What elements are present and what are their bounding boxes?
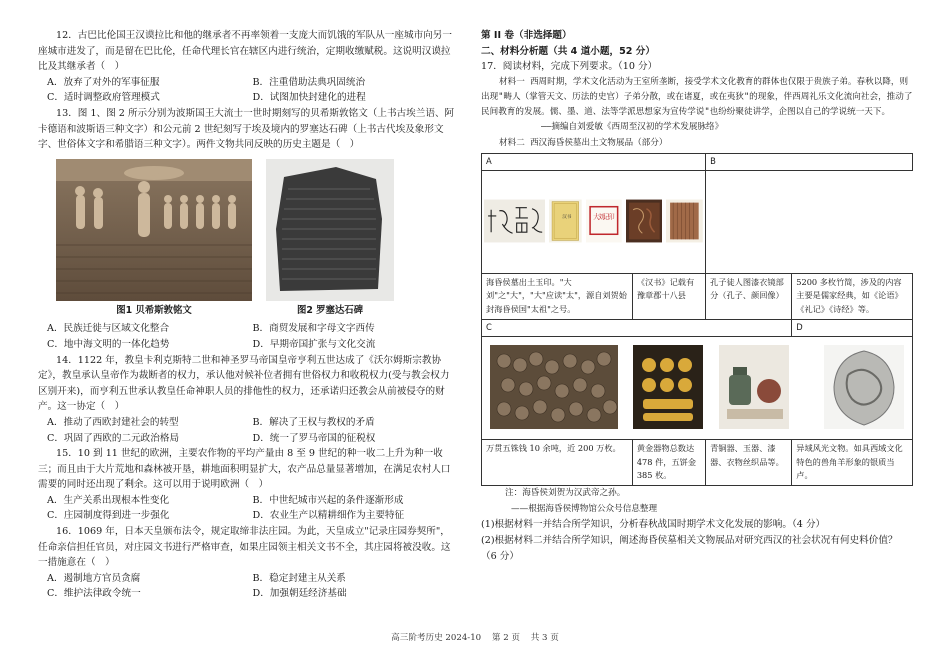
footer-page-number: 第 2 页 [491, 633, 520, 643]
table-note-source: ——根据海昏侯博物馆公众号信息整理 [511, 503, 658, 514]
option-b: B．稳定封建主从关系 [252, 572, 346, 584]
question-15 [38, 446, 458, 524]
question-12 [38, 28, 458, 106]
figure-1-caption: 图1 贝希斯敦铭文 [116, 304, 192, 316]
book-title-text: 汉书 [562, 214, 572, 220]
material-1-source: ——摘编自刘爱敏《西周至汉初的学术发展脉络》 [541, 122, 724, 133]
option-a: A．民族迁徙与区域文化整合 [47, 323, 170, 335]
question-16 [38, 524, 458, 602]
option-a: A．遏制地方官员贪腐 [47, 572, 141, 584]
question-stem: 13．图 1、图 2 所示分别为波斯国王大流士一世时期刻写的贝希斯敦铭文（上书古埃兰语、阿卡德语和波斯语三种文字）和公元前 2 世纪刻写于埃及境内的罗塞达石碑（上书古代埃及象形文字、世俗体文字和希腊语三种文字）。两件文物共同反映的历史主题是（ ） [38, 107, 455, 151]
cell-a-book-text: 《汉书》记载有豫章郡十八县 [632, 273, 705, 319]
seal-impression-image [586, 179, 622, 263]
seal-text: 大 刘 记 印 [593, 212, 615, 221]
gold-items-image [633, 345, 703, 429]
rosetta-stone-image [266, 159, 394, 301]
option-c: C．庄园制度得到进一步强化 [47, 510, 170, 522]
material-1: 材料一 西周时期，学术文化活动为王室所垄断，接受学术文化教育的群体也仅限于贵族子弟。春秋以降，则出现"畴人（掌管天文、历法的史官）子弟分散，或在诸夏，或在夷狄"的现象，伴西周礼乐文化流向社会，推动了民间教育的发展。儒、墨、道、法等学派思想家为宣传学说"也纷纷聚徒讲学，企图以自己的学说统一天下。 [481, 76, 913, 118]
han-book-image [549, 179, 582, 263]
figure-1 [56, 159, 252, 319]
question-17-stem: 17．阅读材料，完成下列要求。（10 分） [481, 61, 658, 73]
option-c: C．地中海文明的一体化趋势 [47, 338, 170, 350]
cell-c-coins-text: 万贯五铢钱 10 余吨，近 200 万枚。 [482, 439, 633, 485]
coins-image [490, 345, 618, 429]
cell-label-d: D [792, 319, 913, 336]
cell-c-gold-text: 黄金器物总数达 478 件，五饼金 385 枚。 [632, 439, 705, 485]
question-stem: 12．古巴比伦国王汉谟拉比和他的继承者不再率领着一支庞大而饥饿的军队从一座城市向另一座城市进发了，而是留在巴比伦，任命代理长官在辖区内进行统治，定期收缴赋税。这说明汉谟拉比及其继承者（ ） [38, 30, 452, 73]
option-c: C．维护法律政令统一 [47, 588, 141, 600]
option-c: C．巩固了西欧的二元政治格局 [47, 432, 180, 444]
option-b: B．解决了王权与教权的矛盾 [252, 416, 375, 428]
exhibit-table [481, 153, 913, 486]
option-b: B．注重借助法典巩固统治 [252, 76, 366, 88]
footer-total-pages: 共 3 页 [530, 633, 559, 643]
cell-label-b: B [706, 153, 913, 170]
page-footer [0, 631, 950, 643]
option-b: B．商贸发展和字母文字西传 [252, 323, 375, 335]
question-stem: 15．10 到 11 世纪的欧洲，主要农作物的平均产量由 8 至 9 世纪的种一收二上升为种一收三；而且由于大片荒地和森林被开垦，耕地面积明显扩大，农产品总量显著增加，在满足农村人口需要的同时还出现了剩余。这可以用于说明欧洲（ ） [38, 448, 451, 491]
option-a: A．推动了西欧封建社会的转型 [47, 416, 179, 428]
silver-danglu-image [824, 345, 904, 429]
option-d: D．统一了罗马帝国的征税权 [252, 432, 376, 444]
cell-label-a: A [482, 153, 706, 170]
cell-d-danglu-text: 异域风光文物。如具西域文化特色的兽角羊形象的银质当卢。 [792, 439, 913, 485]
question-13 [38, 106, 458, 353]
option-a: A．放弃了对外的军事征服 [47, 76, 160, 88]
cell-label-c: C [482, 319, 792, 336]
option-d: D．试图加快封建化的进程 [252, 92, 366, 104]
option-b: B．中世纪城市兴起的条件逐渐形成 [252, 494, 404, 506]
part-title: 第 II 卷（非选择题） [481, 30, 572, 41]
behistun-inscription-image [56, 159, 252, 301]
table-note: 注：海昏侯刘贺为汉武帝之孙。 [505, 488, 626, 499]
option-d: D．加强朝廷经济基础 [252, 588, 347, 600]
footer-exam-name: 高三阶考历史 2024-10 [391, 633, 482, 643]
material-2-title: 材料二 西汉海昏侯墓出土文物展品（部分） [499, 137, 668, 148]
option-a: A．生产关系出现根本性变化 [47, 494, 170, 506]
section-title: 二、材料分析题（共 4 道小题，52 分） [481, 45, 655, 57]
figure-2 [266, 159, 394, 319]
left-column [38, 28, 458, 602]
cell-c-bronze-text: 青铜器、玉器、漆器、衣物丝织品等。 [706, 439, 792, 485]
cell-a-seal-text: 海昏侯墓出土玉印。"大刘"之"大"，"大"应读"太"，源自刘贺始封海昏侯国"太祖"之号。 [482, 273, 633, 319]
right-column [481, 28, 913, 564]
question-stem: 16．1069 年，日本天皇颁布法令，规定取缔非法庄园。为此，天皇成立"记录庄园券契所"，任命亲信担任官员，对庄园文书进行严格审查，如果庄园领主相关文书不全，其庄园将被没收。这一措施意在（ ） [38, 526, 451, 569]
option-c: C．适时调整政府管理模式 [47, 92, 160, 104]
jade-seal-image [484, 179, 545, 263]
option-d: D．早期帝国扩张与文化交流 [252, 338, 376, 350]
option-d: D．农业生产以精耕细作为主要特征 [252, 510, 405, 522]
bamboo-slips-image [666, 179, 703, 263]
bronze-jade-image [719, 345, 789, 429]
requirement-1: (1)根据材料一并结合所学知识，分析春秋战国时期学术文化发展的影响。（4 分） [481, 519, 826, 531]
cell-b-slips-text: 5200 多枚竹简，涉及的内容主要是儒家经典，如《论语》《礼记》《诗经》等。 [792, 273, 913, 319]
cell-b-mirror-text: 孔子徒人图漆衣镜部分（孔子、颜回像） [706, 273, 792, 319]
requirement-2: (2)根据材料二并结合所学知识，阐述海昏侯墓相关文物展品对研究西汉的社会状况有何史料价值？（6 分） [481, 534, 898, 562]
lacquer-mirror-image [626, 179, 663, 263]
question-14 [38, 353, 458, 447]
figure-2-caption: 图2 罗塞达石碑 [296, 304, 364, 316]
question-stem: 14．1122 年，教皇卡利克斯特二世和神圣罗马帝国皇帝亨利五世达成了《沃尔姆斯宗教协定》，教皇承认皇帝作为裁断者的权力，承认他对候补位者拥有世俗权力和收税权力(受与教会权力区别开来)，而亨利五世承认教皇任命神职人员的排他性的权力，还承诺归还教会从前被侵夺的财产。这一协定（ ） [38, 354, 450, 413]
